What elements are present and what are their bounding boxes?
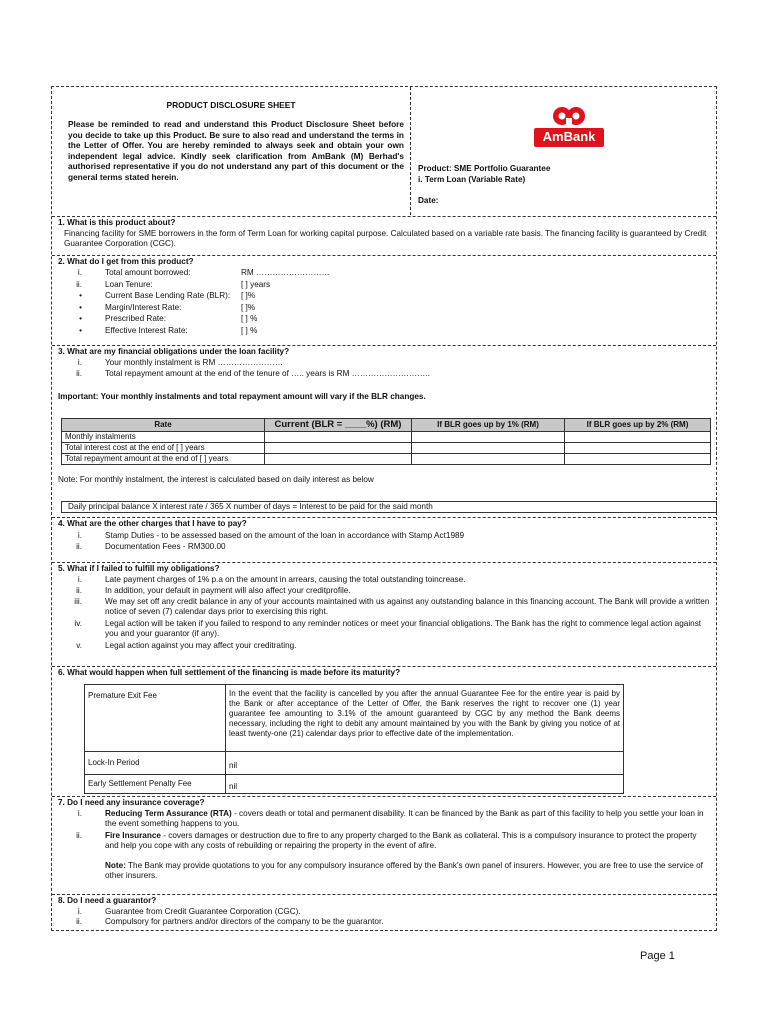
row-label: Premature Exit Fee [85,685,226,752]
section-7-heading: 7. Do I need any insurance coverage? [58,798,205,807]
section-5 [52,562,716,665]
section-4 [52,517,716,562]
product-name: Product: SME Portfolio Guarantee [418,164,551,173]
table-row [85,775,624,794]
logo-wordmark: AmBank [534,128,604,146]
s2-item-value: [ ]% [241,291,256,300]
s2-item-label: Total amount borrowed: [105,268,191,277]
disclosure-sheet [51,86,717,931]
s3-marker-2: ii. [76,369,82,378]
table-row [62,431,711,442]
s8-marker-2: ii. [76,917,82,926]
s2-marker: • [79,302,82,312]
s5-marker-5: v. [76,641,82,650]
section-3-heading: 3. What are my financial obligations under the loan facility? [58,347,290,356]
page-number: Page 1 [640,950,675,962]
s7-marker-2: ii. [76,831,82,840]
s7-item-1 [105,809,711,830]
header-left-panel [52,87,411,215]
s4-item-1: Stamp Duties - to be assessed based on the amount of the loan in accordance with Stamp Act1989 [105,531,465,540]
s2-item-label: Loan Tenure: [105,279,153,289]
s5-marker-1: i. [77,575,82,584]
interest-note: Note: For monthly instalment, the interest is calculated based on daily interest as below [58,475,374,484]
s4-item-2: Documentation Fees - RM300.00 [105,542,226,551]
blr-up-1-header: If BLR goes up by 1% (RM) [412,419,565,432]
table-row [62,442,711,453]
s2-marker: • [79,314,82,323]
section-2 [52,255,716,344]
row-label: Total repayment amount at the end of [ ] years [62,453,265,464]
s5-marker-2: ii. [76,586,82,595]
s2-item-label: Prescribed Rate: [105,314,166,323]
settlement-table [84,684,624,794]
product-type: i. Term Loan (Variable Rate) [418,175,526,185]
section-8 [52,894,716,931]
rate-table [61,418,711,465]
s3-item-2: Total repayment amount at the end of the tenure of ….. years is RM ……………………….. [105,369,430,378]
s2-marker: • [79,291,82,300]
s5-item-1: Late payment charges of 1% p.a on the amount in arrears, causing the total outstanding toincrease. [105,575,466,584]
rta-label: Reducing Term Assurance (RTA) [105,809,232,818]
s2-marker: • [79,325,82,335]
s7-note [105,861,711,882]
s2-item-label: Effective Interest Rate: [105,325,188,335]
interest-formula: Daily principal balance X interest rate / 365 X number of days = Interest to be paid for the said month [61,501,717,513]
fire-insurance-label: Fire Insurance [105,831,161,840]
row-value: nil [226,775,624,794]
section-1-heading: 1. What is this product about? [58,218,176,227]
intro-paragraph: Please be reminded to read and understand this Product Disclosure Sheet before you decide to take up this Product. Be sure to also read and understand the terms in the Letter of Offer. You are hereby reminded to always seek and obtain your own independent legal advice. Kindly seek clarification from AmBank (M) Berhad's authorised representative if you do not understand any part of this document or the general terms stated herein. [68,119,404,183]
row-label: Early Settlement Penalty Fee [85,775,226,794]
header-right-panel [411,87,716,215]
table-row [85,685,624,752]
row-label: Lock-In Period [85,752,226,775]
s7-item-2 [105,831,711,852]
row-value: nil [226,752,624,775]
s2-item-value: [ ] years [241,279,271,289]
s2-item-value: [ ]% [241,302,256,312]
s2-marker: ii. [76,279,82,289]
s5-item-2: In addition, your default in payment will also affect your creditprofile. [105,586,351,595]
fire-insurance-text: - covers damages or destruction due to fire to any property charged to the Bank as collateral. This is a compulsory insurance to protect the property and help you cope with any costs of rebuilding or repairing the property in the event of afire. [105,831,697,851]
table-row [85,752,624,775]
section-6 [52,666,716,795]
row-value: In the event that the facility is cancelled by you after the annual Guarantee Fee for the entire year is paid by the Bank or after acceptance of the Letter of Offer, the Bank reserves the right to recover one (1) year guarantee fee amounting to 3.1% of the amount guaranteed by CGC by any method the Bank deems necessary, including the right to debit any amount maintained by you with the Bank by giving you notice of at least twenty-one (21) calendar days prior to effective date of the implementation. [226,685,624,752]
s2-item-label: Current Base Lending Rate (BLR): [105,291,231,300]
note-label: Note: [105,861,126,870]
page-title: PRODUCT DISCLOSURE SHEET [166,100,296,110]
section-6-heading: 6. What would happen when full settlement of the financing is made before its maturity? [58,668,401,677]
s4-marker-2: ii. [76,542,82,551]
rta-text: - covers death or total and permanent disability. It can be financed by the Bank as part of this facility to help you settle your loan in the event something happens to you. [105,809,704,829]
section-5-heading: 5. What if I failed to fulfill my obligations? [58,564,220,573]
note-text: The Bank may provide quotations to you for any compulsory insurance offered by the Bank's own panel of insurers. However, you are free to use the service of other insurers. [105,861,703,881]
s5-item-5: Legal action against you may affect your creditrating. [105,641,297,650]
product-info [418,163,550,186]
s2-item-label: Margin/Interest Rate: [105,302,182,312]
section-7 [52,796,716,893]
s7-marker-1: i. [77,809,82,818]
blr-up-2-header: If BLR goes up by 2% (RM) [565,419,711,432]
s8-marker-1: i. [77,907,82,916]
s4-marker-1: i. [77,531,82,540]
row-label: Total interest cost at the end of [ ] years [62,442,265,453]
s2-item-value: [ ] % [241,314,258,323]
s3-marker-1: i. [77,358,82,367]
section-2-heading: 2. What do I get from this product? [58,257,194,266]
s2-marker: i. [77,268,82,277]
s8-item-2: Compulsory for partners and/or directors of the company to be the guarantor. [105,917,384,926]
current-blr-header: Current (BLR = ____%) (RM) [265,419,412,432]
s5-marker-3: iii. [74,597,82,606]
table-row [62,453,711,464]
s5-item-3: We may set off any credit balance in any of your accounts maintained with us against any outstanding balance in this financing account. The Bank will provide a written notice of seven (7) calendar days prior to exercising this right. [105,597,710,617]
section-3 [52,345,716,516]
s3-item-1: Your monthly instalment is RM …………………… [105,358,284,367]
section-1-text: Financing facility for SME borrowers in the form of Term Loan for working capital purpose. Calculated based on a variable rate basis. The financing facility is guaranteed by Credit Guarantee Corporation (CGC). [64,229,707,249]
section-4-heading: 4. What are the other charges that I have to pay? [58,519,247,528]
s5-item-4: Legal action will be taken if you failed to respond to any reminder notices or meet your financial obligations. The Bank has the right to commence legal action against you and your guarantor (if any). [105,619,702,639]
s5-marker-4: iv. [74,619,82,628]
s2-item-value: [ ] % [241,325,258,335]
section-8-heading: 8. Do I need a guarantor? [58,896,157,905]
row-label: Monthly instalments [62,431,265,442]
date-label: Date: [418,196,439,205]
ambank-logo [529,105,609,147]
section-1 [52,216,716,255]
s8-item-1: Guarantee from Credit Guarantee Corporation (CGC). [105,907,301,916]
important-note: Important: Your monthly instalments and total repayment amount will vary if the BLR changes. [58,392,426,401]
ambank-logo-icon [552,105,586,127]
rate-header: Rate [62,419,265,432]
s2-item-value: RM ……………………… [241,268,330,277]
